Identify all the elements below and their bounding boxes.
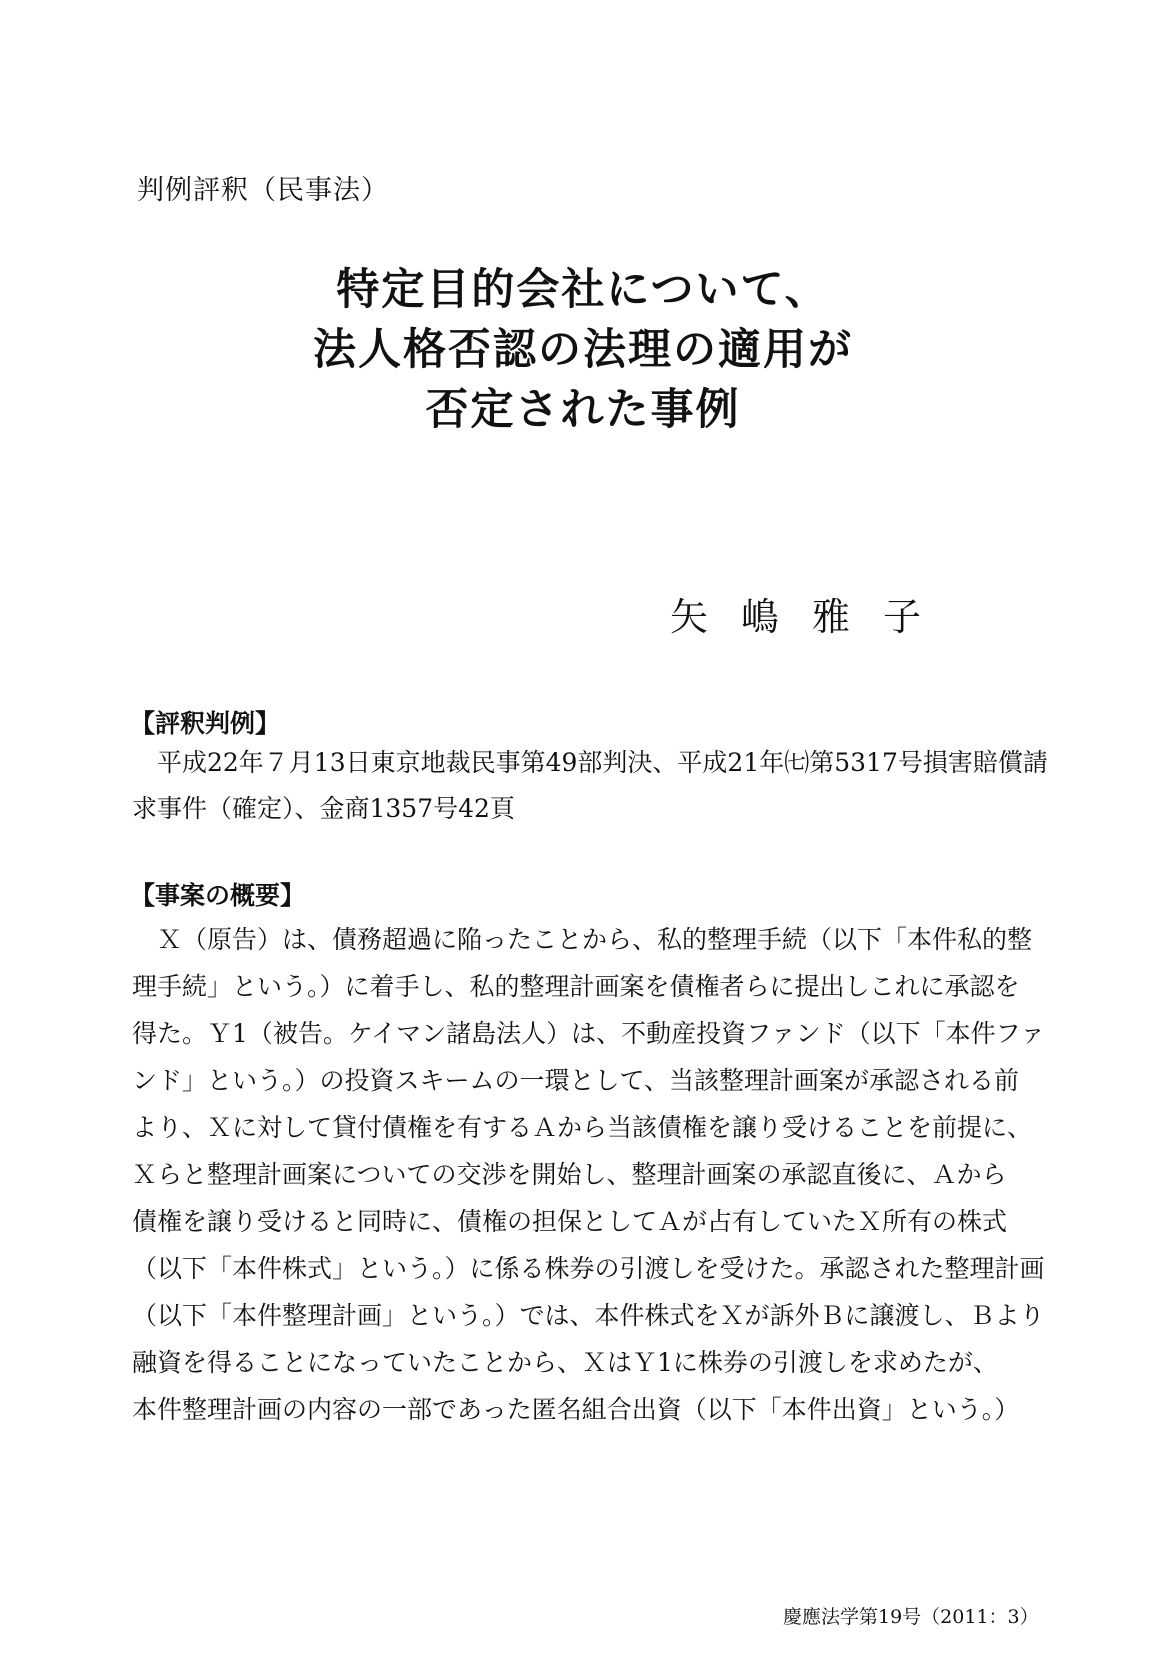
text-line: Ｘ（原告）は、債務超過に陥ったことから、私的整理手続（以下「本件私的整 (132, 925, 1033, 954)
text-line: 理手続」という。）に着手し、私的整理計画案を債権者らに提出しこれに承認を (132, 972, 1020, 1001)
text-line: 平成22年７月13日東京地裁民事第49部判決、平成21年㈦第5317号損害賠償請 (132, 748, 1048, 777)
article-title (0, 260, 1166, 440)
text-line: 求事件（確定）、金商1357号42頁 (132, 794, 515, 823)
article-category: 判例評釈（民事法） (137, 175, 389, 206)
author-name: 矢嶋雅子 (670, 595, 955, 639)
case-summary-paragraph (132, 916, 1046, 1433)
title-line: 特定目的会社について、 (336, 265, 830, 315)
text-line: 得た。Ｙ1（被告。ケイマン諸島法人）は、不動産投資ファンド（以下「本件ファ (132, 1019, 1046, 1048)
text-line: Ｘらと整理計画案についての交渉を開始し、整理計画案の承認直後に、Ａから (132, 1160, 1007, 1189)
title-line: 否定された事例 (425, 385, 741, 435)
title-line: 法人格否認の法理の適用が (313, 325, 853, 375)
text-line: （以下「本件整理計画」という。）では、本件株式をＸが訴外Ｂに譲渡し、Ｂより (132, 1301, 1045, 1330)
cited-case-paragraph (132, 740, 1048, 832)
text-line: （以下「本件株式」という。）に係る株券の引渡しを受けた。承認された整理計画 (132, 1254, 1045, 1283)
journal-footer: 慶應法学第19号（2011：3） (783, 1606, 1039, 1628)
section-heading-cited-case: 【評釈判例】 (130, 709, 281, 738)
text-line: 本件整理計画の内容の一部であった匿名組合出資（以下「本件出資」という。） (132, 1395, 1020, 1424)
section-heading-case-summary: 【事案の概要】 (130, 881, 306, 910)
text-line: 債権を譲り受けると同時に、債権の担保としてＡが占有していたＸ所有の株式 (132, 1207, 1008, 1236)
text-line: ンド」という。）の投資スキームの一環として、当該整理計画案が承認される前 (132, 1066, 1020, 1095)
text-line: 融資を得ることになっていたことから、ＸはＹ1に株券の引渡しを求めたが、 (132, 1348, 998, 1377)
text-line: より、Ｘに対して貸付債権を有するＡから当該債権を譲り受けることを前提に、 (132, 1113, 1033, 1142)
